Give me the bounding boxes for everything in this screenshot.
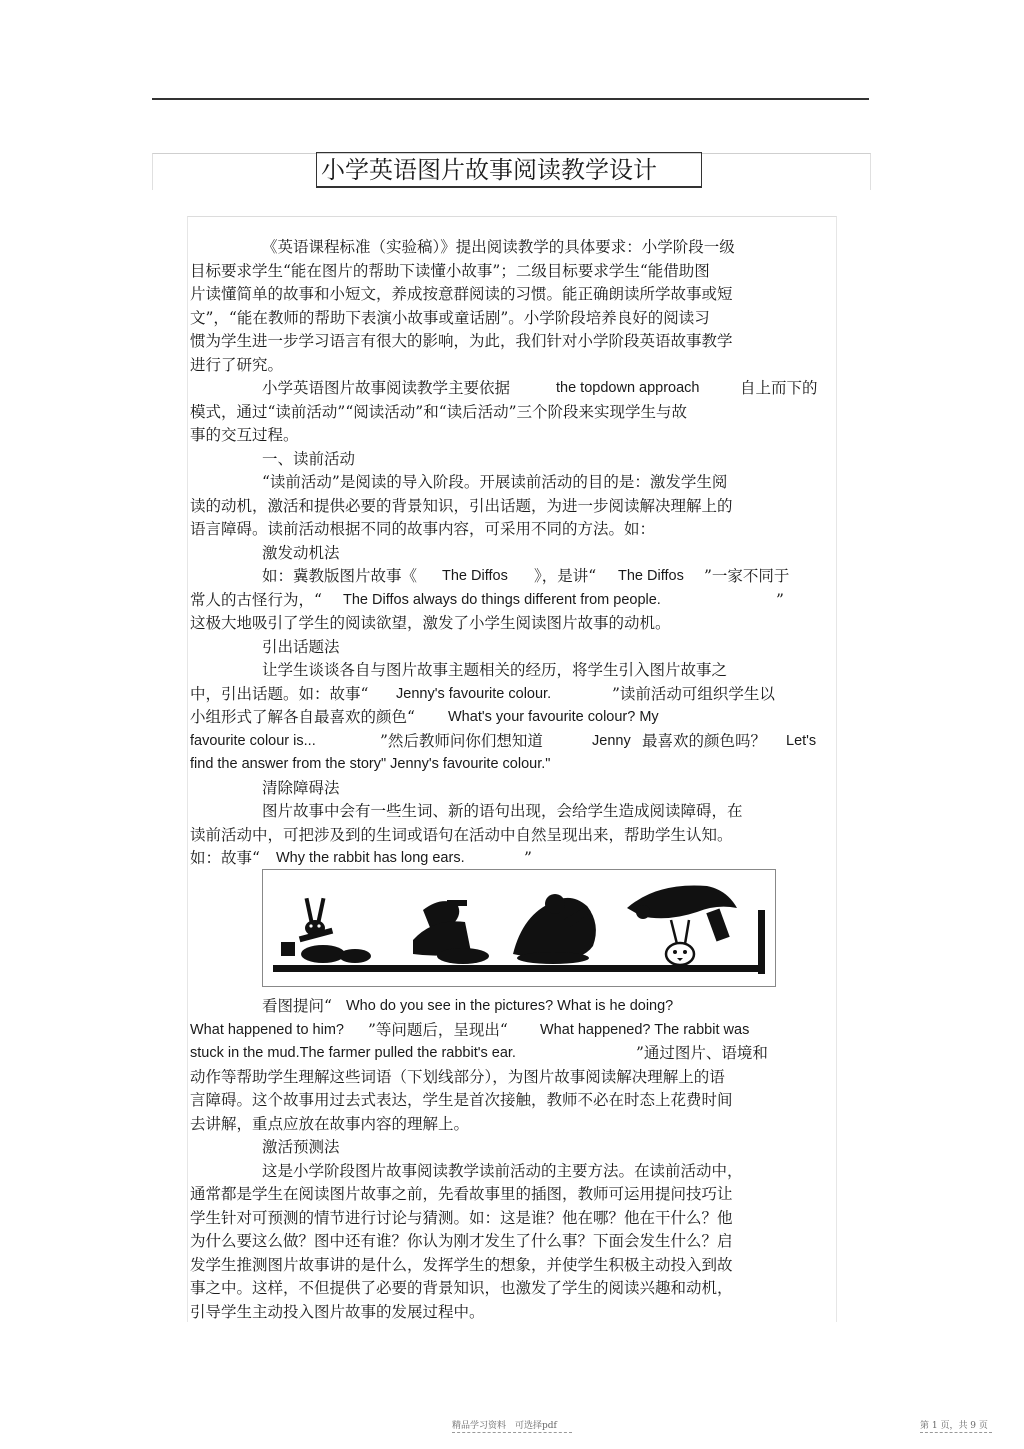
text-line: [190, 307, 830, 331]
chinese-text: 《英语课程标准（实验稿）》提出阅读教学的具体要求：小学阶段一级: [262, 238, 735, 256]
text-line: [190, 777, 830, 801]
chinese-text: ”等问题后，呈现出“: [368, 1020, 508, 1039]
illustration-border: [758, 910, 765, 974]
text-line: [190, 1019, 830, 1043]
chinese-text: 中，引出话题。如：故事“: [190, 684, 369, 703]
chinese-text: 惯为学生进一步学习语言有很大的影响，为此，我们针对小学阶段英语故事教学: [190, 332, 733, 350]
text-line: [190, 354, 830, 378]
chinese-text: 一、读前活动: [262, 449, 356, 468]
text-line: [190, 1207, 830, 1231]
document-title: 小学英语图片故事阅读教学设计: [316, 152, 702, 188]
text-line: [190, 730, 830, 754]
chinese-text: 片读懂简单的故事和小短文，养成按意群阅读的习惯。能正确朗读所学故事或短: [190, 285, 733, 303]
chinese-text: 清除障碍法: [262, 778, 340, 797]
text-line: [190, 995, 830, 1019]
text-line: [190, 377, 830, 401]
text-line: [190, 683, 830, 707]
chinese-text: 模式，通过“读前活动”“阅读活动”和“读后活动”三个阶段来实现学生与故: [190, 402, 688, 421]
chinese-text: 激活预测法: [262, 1138, 340, 1156]
chinese-text: 引出话题法: [262, 637, 340, 656]
text-line: [190, 1230, 830, 1254]
chinese-text: 进行了研究。: [190, 355, 284, 374]
english-text: The Diffos: [442, 568, 508, 584]
english-text: What happened? The rabbit was: [540, 1021, 750, 1038]
chinese-text: 动作等帮助学生理解这些词语（下划线部分），为图片故事阅读解决理解上的语: [190, 1067, 725, 1086]
rabbit-story-illustration: [262, 869, 776, 987]
chinese-text: 文”，“能在教师的帮助下表演小故事或童话剧”。小学阶段培养良好的阅读习: [190, 308, 710, 327]
chinese-text: 如：冀教版图片故事《: [262, 567, 418, 585]
text-line: [190, 800, 830, 824]
footer-page-number: 第 1 页，共 9 页: [920, 1421, 988, 1431]
chinese-text: 这极大地吸引了学生的阅读欲望，激发了小学生阅读图片故事的动机。: [190, 614, 671, 632]
chinese-text: 为什么要这么做？图中还有谁？你认为刚才发生了什么事？下面会发生什么？启: [190, 1232, 733, 1250]
english-text: Why the rabbit has long ears.: [276, 850, 465, 866]
text-line: [190, 659, 830, 683]
english-text: find the answer from the story" Jenny's favourite colour.": [190, 756, 551, 772]
text-line: [190, 471, 830, 495]
english-text: the topdown approach: [556, 380, 700, 396]
chinese-text: 发学生推测图片故事讲的是什么，发挥学生的想象，并使学生积极主动投入到故: [190, 1255, 733, 1274]
english-text: stuck in the mud.The farmer pulled the rabbit's ear.: [190, 1045, 516, 1061]
text-line: [190, 824, 830, 848]
body-text-upper: [190, 236, 830, 871]
chinese-text: ”读前活动可组织学生以: [612, 684, 775, 703]
chinese-text: 让学生谈谈各自与图片故事主题相关的经历，将学生引入图片故事之: [262, 661, 728, 679]
chinese-text: ”: [524, 849, 532, 867]
text-line: [190, 706, 830, 730]
english-text: favourite colour is...: [190, 732, 316, 749]
footer-dash-right: [920, 1432, 992, 1433]
text-line: [190, 1183, 830, 1207]
chinese-text: ”一家不同于: [704, 567, 790, 585]
text-line: [190, 448, 830, 472]
english-text: The Diffos always do things different from people.: [343, 591, 661, 608]
text-line: [190, 1089, 830, 1113]
chinese-text: 通常都是学生在阅读图片故事之前，先看故事里的插图，教师可运用提问技巧让: [190, 1185, 733, 1203]
footer-dash-left: [452, 1432, 572, 1433]
chinese-text: 去讲解，重点应放在故事内容的理解上。: [190, 1114, 470, 1133]
text-line: [190, 283, 830, 307]
chinese-text: 学生针对可预测的情节进行讨论与猜测。如：这是谁？他在哪？他在干什么？他: [190, 1208, 733, 1227]
text-line: [190, 542, 830, 566]
text-line: [190, 636, 830, 660]
chinese-text: 小学英语图片故事阅读教学主要依据: [262, 379, 511, 397]
text-line: [190, 1042, 830, 1066]
chinese-text: 言障碍。这个故事用过去式表达，学生是首次接触，教师不必在时态上花费时间: [190, 1091, 733, 1109]
chinese-text: 》，是讲“: [534, 567, 597, 585]
text-line: [190, 495, 830, 519]
text-line: [190, 1254, 830, 1278]
text-line: [190, 1066, 830, 1090]
text-line: [190, 847, 830, 871]
text-line: [190, 1160, 830, 1184]
chinese-text: 读的动机，激活和提供必要的背景知识，引出话题，为进一步阅读解决理解上的: [190, 496, 733, 515]
header-rule: [152, 98, 869, 100]
chinese-text: ”通过图片、语境和: [636, 1044, 768, 1062]
chinese-text: 事的交互过程。: [190, 426, 299, 444]
chinese-text: 激发动机法: [262, 543, 340, 562]
body-text-lower: [190, 995, 830, 1324]
chinese-text: ”然后教师问你们想知道: [380, 731, 543, 750]
text-line: [190, 753, 830, 777]
chinese-text: 图片故事中会有一些生词、新的语句出现，会给学生造成阅读障碍，在: [262, 802, 743, 820]
text-line: [190, 1301, 830, 1325]
english-text: Let's: [786, 732, 817, 749]
text-line: [190, 1136, 830, 1160]
chinese-text: 语言障碍。读前活动根据不同的故事内容，可采用不同的方法。如：: [190, 520, 656, 538]
english-text: Jenny's favourite colour.: [396, 685, 552, 702]
chinese-text: 最喜欢的颜色吗？: [642, 731, 767, 750]
chinese-text: 目标要求学生“能在图片的帮助下读懂小故事”；二级目标要求学生“能借助图: [190, 261, 710, 280]
text-line: [190, 330, 830, 354]
text-line: [190, 1277, 830, 1301]
chinese-text: 如：故事“: [190, 849, 260, 867]
text-line: [190, 424, 830, 448]
text-line: [190, 260, 830, 284]
text-line: [190, 1113, 830, 1137]
english-text: What's your favourite colour? My: [448, 709, 659, 725]
chinese-text: 常人的古怪行为，“: [190, 590, 322, 609]
chinese-text: 这是小学阶段图片故事阅读教学读前活动的主要方法。在读前活动中，: [262, 1161, 743, 1180]
text-line: [190, 565, 830, 589]
english-text: The Diffos: [618, 568, 684, 584]
chinese-text: “读前活动”是阅读的导入阶段。开展读前活动的目的是：激发学生阅: [262, 473, 728, 491]
chinese-text: 小组形式了解各自最喜欢的颜色“: [190, 708, 415, 726]
english-text: Who do you see in the pictures? What is he doing?: [346, 998, 674, 1014]
chinese-text: ”: [776, 590, 784, 609]
text-line: [190, 236, 830, 260]
footer-left: 精品学习资料 可选择pdf: [452, 1421, 557, 1431]
chinese-text: 事之中。这样，不但提供了必要的背景知识，也激发了学生的阅读兴趣和动机，: [190, 1279, 733, 1297]
chinese-text: 看图提问“: [262, 997, 332, 1015]
text-line: [190, 518, 830, 542]
text-line: [190, 589, 830, 613]
chinese-text: 自上而下的: [740, 379, 818, 397]
english-text: Jenny: [592, 732, 631, 749]
text-line: [190, 612, 830, 636]
chinese-text: 引导学生主动投入图片故事的发展过程中。: [190, 1302, 485, 1321]
text-line: [190, 401, 830, 425]
english-text: What happened to him?: [190, 1021, 344, 1038]
chinese-text: 读前活动中，可把涉及到的生词或语句在活动中自然呈现出来，帮助学生认知。: [190, 825, 733, 844]
illustration-ground: [273, 965, 765, 972]
